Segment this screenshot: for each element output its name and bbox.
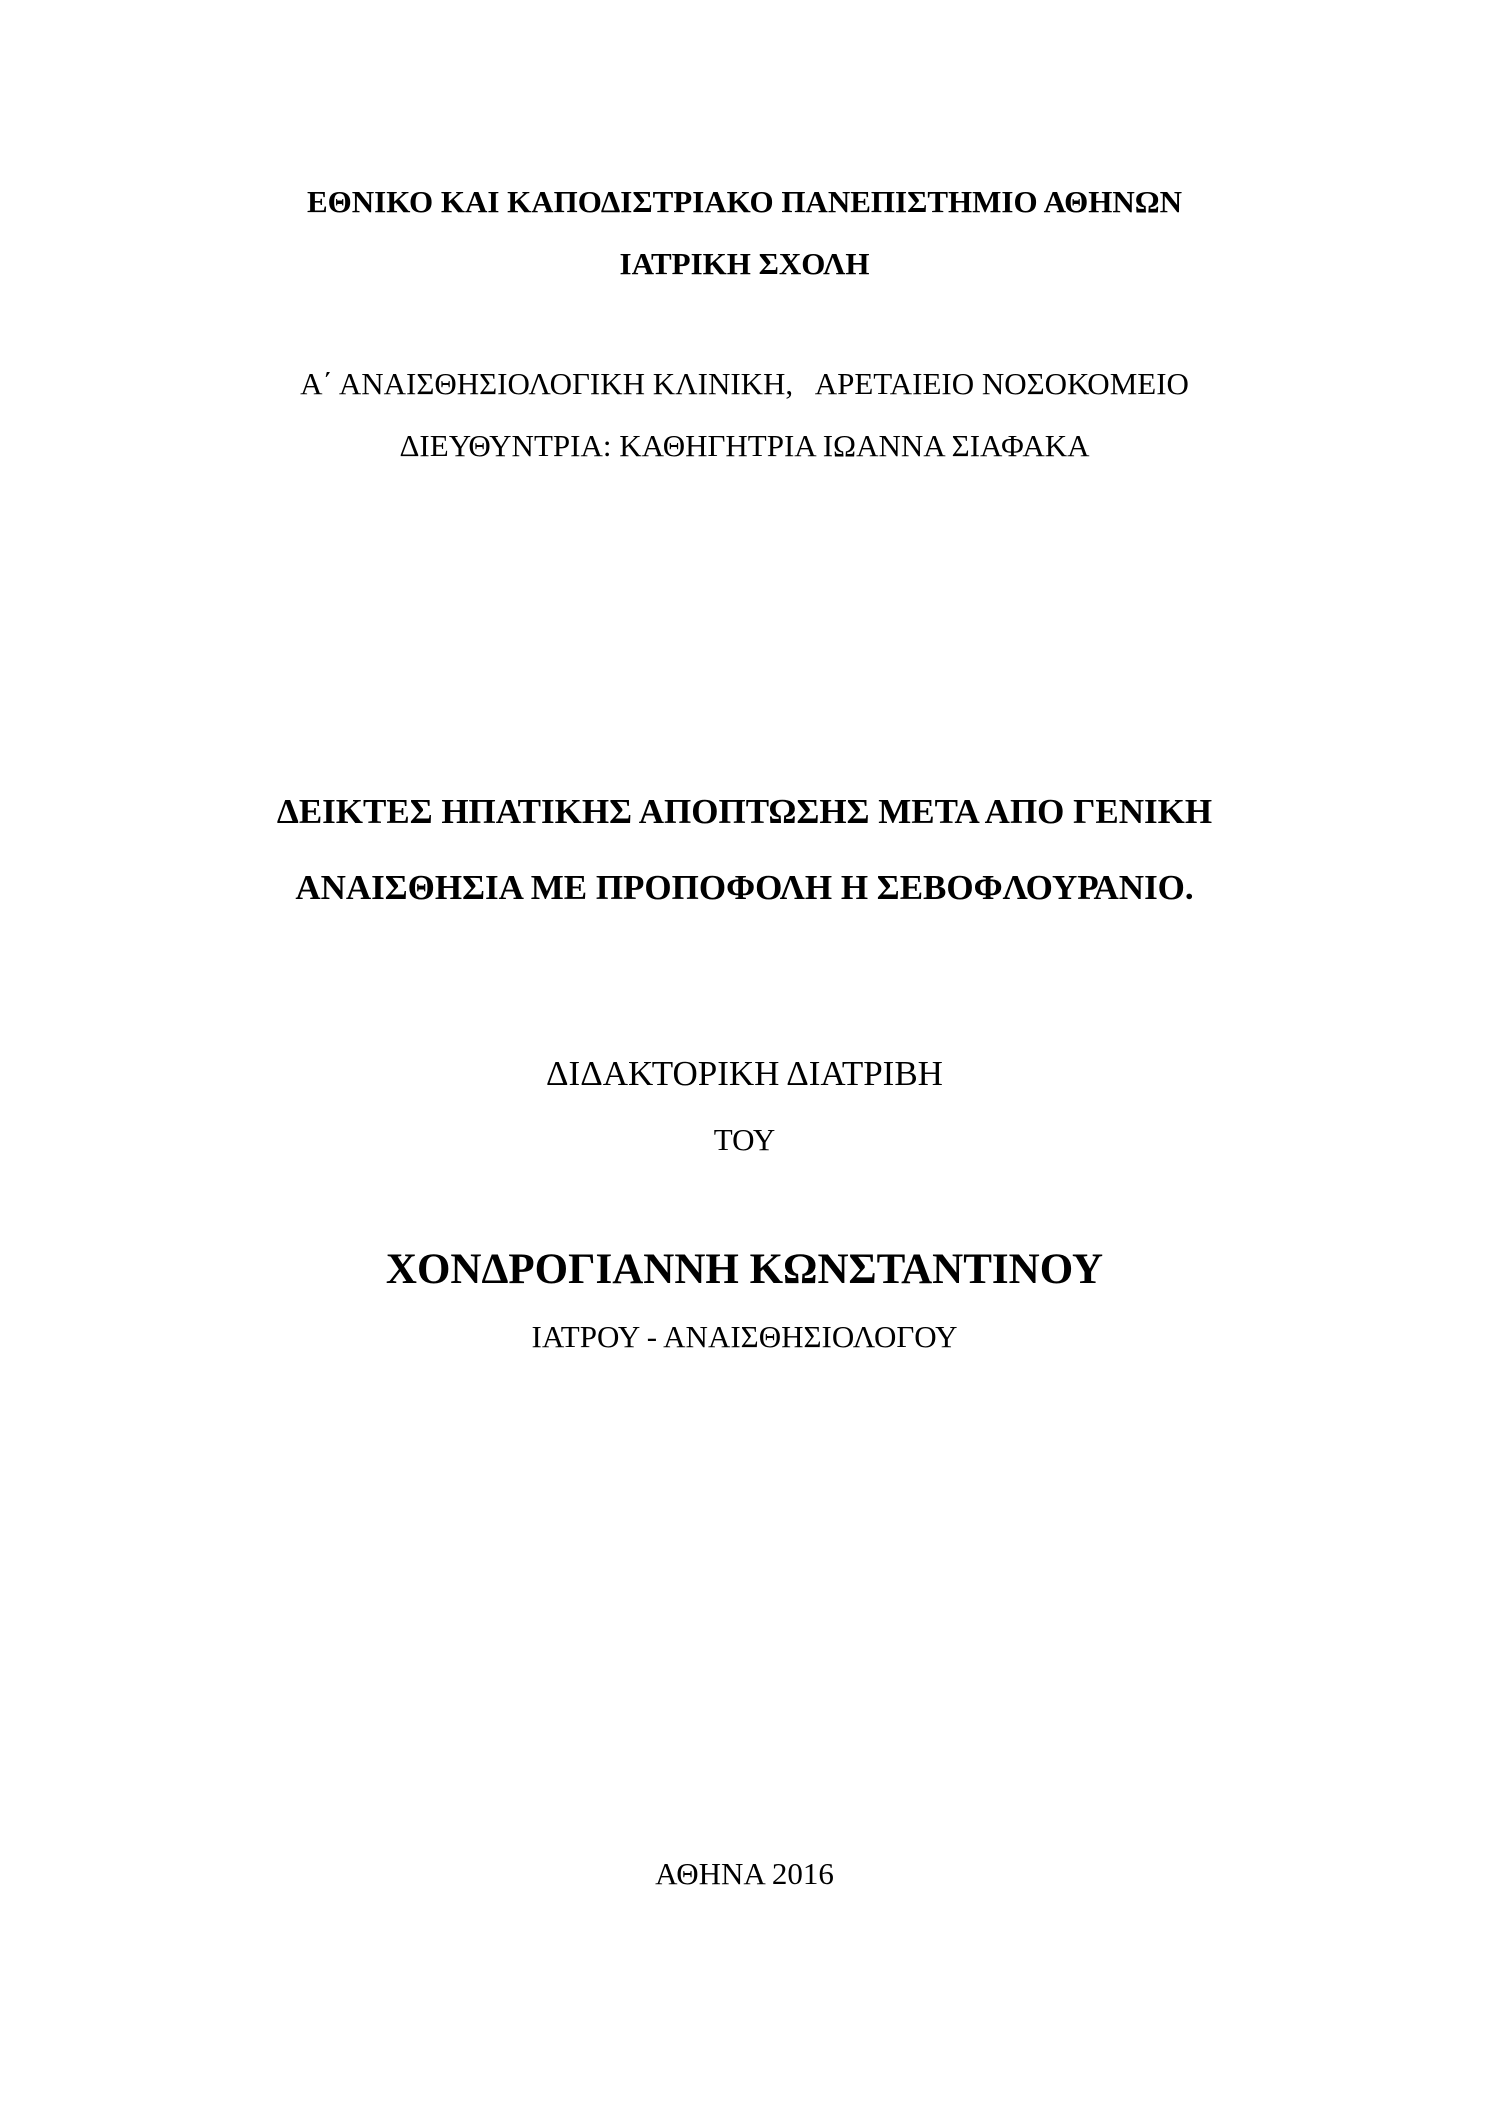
author-profession: ΙΑΤΡΟΥ - ΑΝΑΙΣΘΗΣΙΟΛΟΓΟΥ bbox=[531, 1319, 958, 1354]
university-name: ΕΘΝΙΚΟ ΚΑΙ ΚΑΠΟΔΙΣΤΡΙΑΚΟ ΠΑΝΕΠΙΣΤΗΜΙΟ ΑΘΗΝΩΝ bbox=[306, 184, 1183, 219]
thesis-title-line-2: ΑΝΑΙΣΘΗΣΙΑ ΜΕ ΠΡΟΠΟΦΟΛΗ Η ΣΕΒΟΦΛΟΥΡΑΝΙΟ. bbox=[295, 868, 1194, 907]
clinic-director: ΔΙΕΥΘΥΝΤΡΙΑ: ΚΑΘΗΓΗΤΡΙΑ ΙΩΑΝΝΑ ΣΙΑΦΑΚΑ bbox=[399, 428, 1090, 463]
document-type: ΔΙΔΑΚΤΟΡΙΚΗ ΔΙΑΤΡΙΒΗ bbox=[546, 1054, 943, 1093]
school-name: ΙΑΤΡΙΚΗ ΣΧΟΛΗ bbox=[619, 246, 870, 281]
author-name: ΧΟΝΔΡΟΓΙΑΝΝΗ ΚΩΝΣΤΑΝΤΙΝΟΥ bbox=[385, 1246, 1104, 1293]
clinic-name: Α΄ ΑΝΑΙΣΘΗΣΙΟΛΟΓΙΚΗ ΚΛΙΝΙΚΗ, ΑΡΕΤΑΙΕΙΟ ΝΟΣΟΚΟΜΕΙΟ bbox=[300, 366, 1189, 401]
thesis-title-line-1: ΔΕΙΚΤΕΣ ΗΠΑΤΙΚΗΣ ΑΠΟΠΤΩΣΗΣ ΜΕΤΑ ΑΠΟ ΓΕΝΙΚΗ bbox=[276, 792, 1213, 831]
of-label: ΤΟΥ bbox=[713, 1122, 776, 1157]
place-and-year: ΑΘΗΝΑ 2016 bbox=[655, 1856, 834, 1891]
